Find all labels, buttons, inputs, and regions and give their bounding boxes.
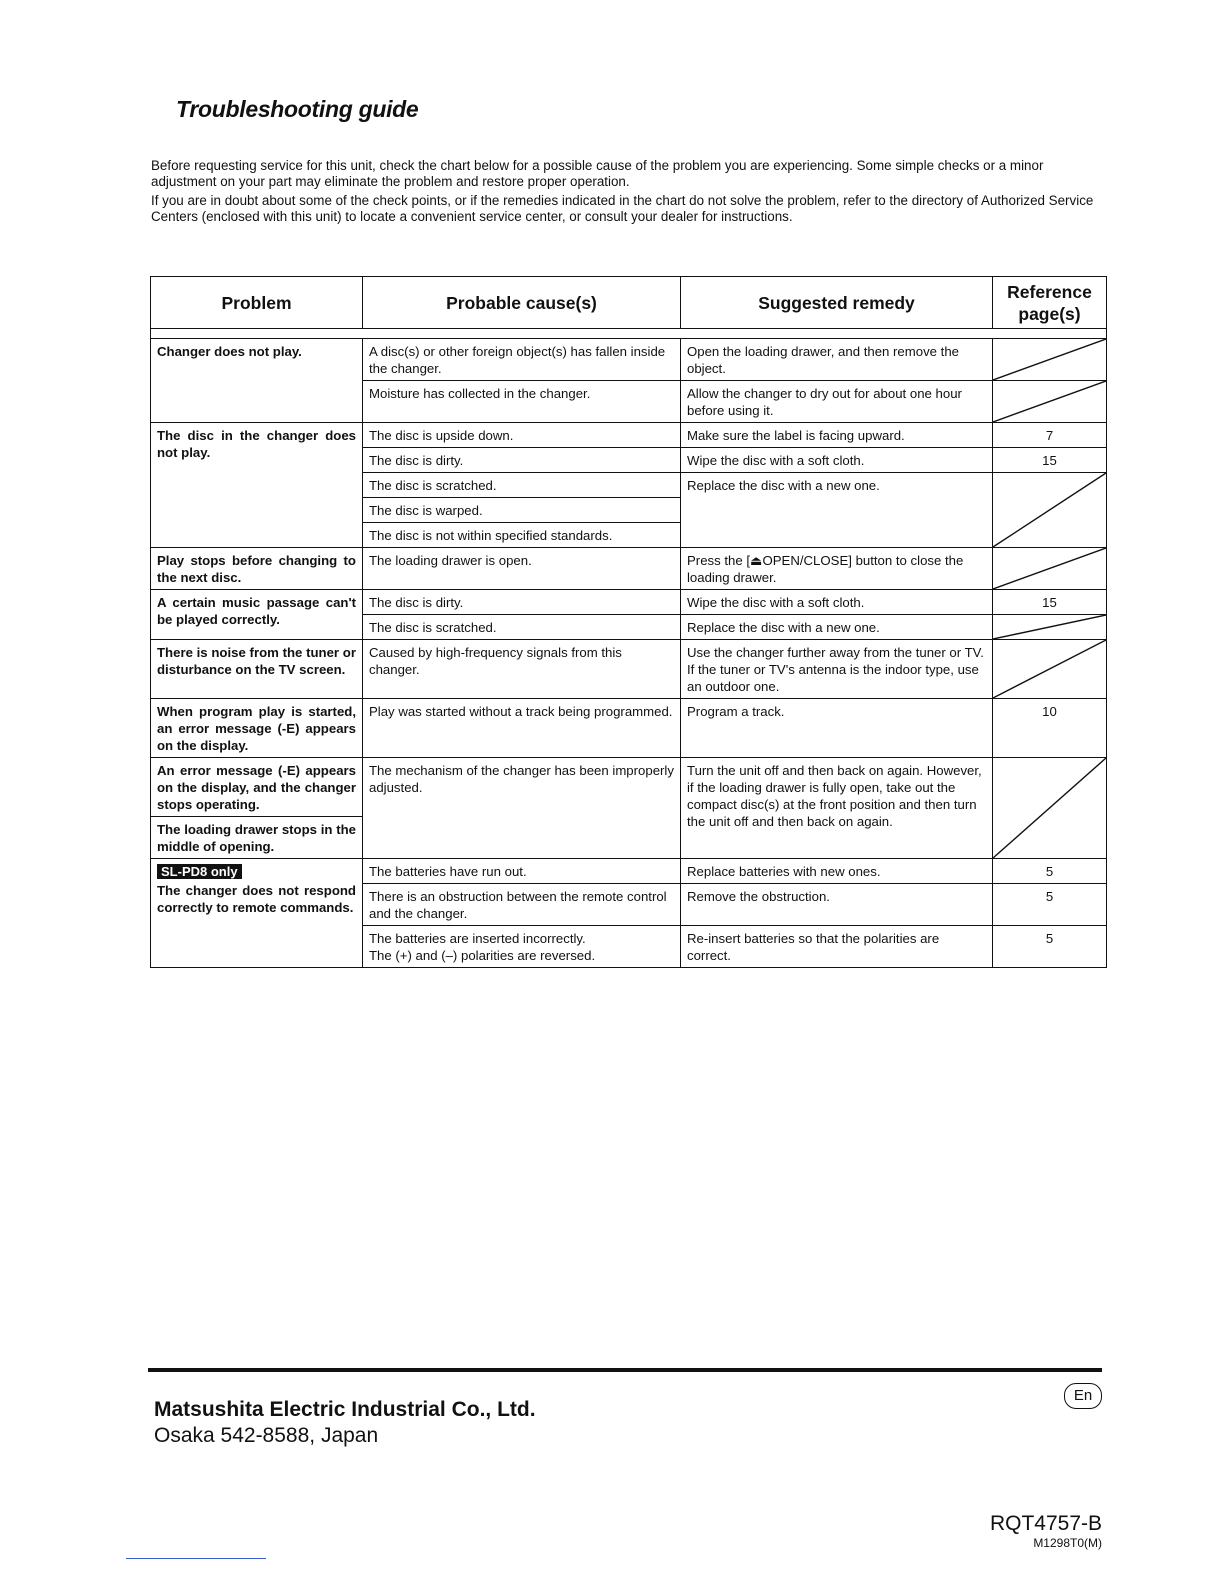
cause-line: The batteries are inserted incorrectly. (369, 931, 586, 946)
cause-cell: The disc is scratched. (363, 473, 681, 498)
reference-cell (993, 339, 1107, 381)
table-row (151, 590, 1107, 615)
cause-cell: The disc is not within specified standards. (363, 523, 681, 548)
cause-cell: The disc is upside down. (363, 423, 681, 448)
cause-cell: Caused by high-frequency signals from this changer. (363, 640, 681, 699)
table-row (151, 758, 1107, 817)
problem-cell: The disc in the changer does not play. (151, 423, 363, 548)
remedy-cell: Replace the disc with a new one. (681, 473, 993, 548)
cause-cell: The loading drawer is open. (363, 548, 681, 590)
model-badge: SL-PD8 only (157, 864, 242, 879)
table-row (151, 548, 1107, 590)
remedy-cell: Allow the changer to dry out for about one hour before using it. (681, 381, 993, 423)
reference-cell: 5 (993, 884, 1107, 926)
problem-cell: When program play is started, an error message (-E) appears on the display. (151, 699, 363, 758)
header-reference: Reference page(s) (993, 277, 1107, 329)
intro-paragraph-1: Before requesting service for this unit, check the chart below for a possible cause of the problem you are experiencing. Some simple checks or a minor adjustment on your part may eliminate the problem and restore proper operation. (151, 158, 1044, 189)
print-code: M1298T0(M) (1033, 1536, 1102, 1550)
problem-cell: The loading drawer stops in the middle of opening. (151, 817, 363, 859)
reference-cell: 7 (993, 423, 1107, 448)
cause-cell: The batteries have run out. (363, 859, 681, 884)
header-cause: Probable cause(s) (363, 277, 681, 329)
language-mark: En (1064, 1383, 1102, 1409)
problem-cell: Play stops before changing to the next disc. (151, 548, 363, 590)
remedy-cell: Replace the disc with a new one. (681, 615, 993, 640)
remedy-cell (681, 640, 993, 699)
decorative-line (126, 1558, 266, 1559)
problem-text: The changer does not respond correctly to remote commands. (157, 883, 356, 915)
reference-cell: 5 (993, 859, 1107, 884)
header-problem: Problem (151, 277, 363, 329)
intro-text (151, 158, 1111, 228)
footer-divider (148, 1368, 1102, 1372)
reference-cell (993, 381, 1107, 423)
reference-cell: 15 (993, 448, 1107, 473)
problem-cell: An error message (-E) appears on the display, and the changer stops operating. (151, 758, 363, 817)
cause-cell: Play was started without a track being programmed. (363, 699, 681, 758)
remedy-cell: Make sure the label is facing upward. (681, 423, 993, 448)
remedy-cell: Turn the unit off and then back on again. However, if the loading drawer is fully open, take out the compact disc(s) at the front position and then turn the unit off and then back on again. (681, 758, 993, 859)
cause-cell: The disc is dirty. (363, 590, 681, 615)
cause-line: The (+) and (–) polarities are reversed. (369, 948, 596, 963)
problem-cell: A certain music passage can't be played correctly. (151, 590, 363, 640)
table-row (151, 423, 1107, 448)
troubleshooting-table (150, 276, 1107, 968)
remedy-cell: Remove the obstruction. (681, 884, 993, 926)
page-title: Troubleshooting guide (176, 96, 419, 122)
cause-cell: The disc is scratched. (363, 615, 681, 640)
header-remedy: Suggested remedy (681, 277, 993, 329)
problem-cell: There is noise from the tuner or disturbance on the TV screen. (151, 640, 363, 699)
remedy-cell: Program a track. (681, 699, 993, 758)
reference-cell: 5 (993, 926, 1107, 968)
cause-cell (363, 926, 681, 968)
reference-cell (993, 640, 1107, 699)
cause-cell: Moisture has collected in the changer. (363, 381, 681, 423)
remedy-cell: Wipe the disc with a soft cloth. (681, 590, 993, 615)
cause-cell: The disc is dirty. (363, 448, 681, 473)
remedy-line: If the tuner or TV's antenna is the indoor type, use an outdoor one. (687, 662, 979, 694)
intro-paragraph-2: If you are in doubt about some of the check points, or if the remedies indicated in the chart do not solve the problem, refer to the directory of Authorized Service Centers (enclosed with this unit) to locate a convenient service center, or consult your dealer for instructions. (151, 193, 1094, 224)
reference-cell (993, 758, 1107, 859)
reference-cell: 10 (993, 699, 1107, 758)
reference-cell (993, 473, 1107, 548)
remedy-cell: Replace batteries with new ones. (681, 859, 993, 884)
problem-cell: Changer does not play. (151, 339, 363, 423)
reference-cell (993, 615, 1107, 640)
document-model-number: RQT4757-B (989, 1512, 1102, 1535)
cause-cell: A disc(s) or other foreign object(s) has fallen inside the changer. (363, 339, 681, 381)
cause-cell: The disc is warped. (363, 498, 681, 523)
table-row (151, 339, 1107, 381)
company-address: Osaka 542-8588, Japan (154, 1424, 379, 1447)
problem-cell (151, 859, 363, 968)
remedy-cell: Wipe the disc with a soft cloth. (681, 448, 993, 473)
reference-cell: 15 (993, 590, 1107, 615)
remedy-cell: Open the loading drawer, and then remove the object. (681, 339, 993, 381)
cause-cell: There is an obstruction between the remote control and the changer. (363, 884, 681, 926)
remedy-cell: Re-insert batteries so that the polarities are correct. (681, 926, 993, 968)
company-name: Matsushita Electric Industrial Co., Ltd. (154, 1398, 536, 1421)
remedy-cell: Press the [⏏OPEN/CLOSE] button to close the loading drawer. (681, 548, 993, 590)
table-row (151, 699, 1107, 758)
table-row (151, 859, 1107, 884)
remedy-line: Use the changer further away from the tuner or TV. (687, 645, 984, 660)
cause-cell: The mechanism of the changer has been improperly adjusted. (363, 758, 681, 859)
table-row (151, 640, 1107, 699)
reference-cell (993, 548, 1107, 590)
